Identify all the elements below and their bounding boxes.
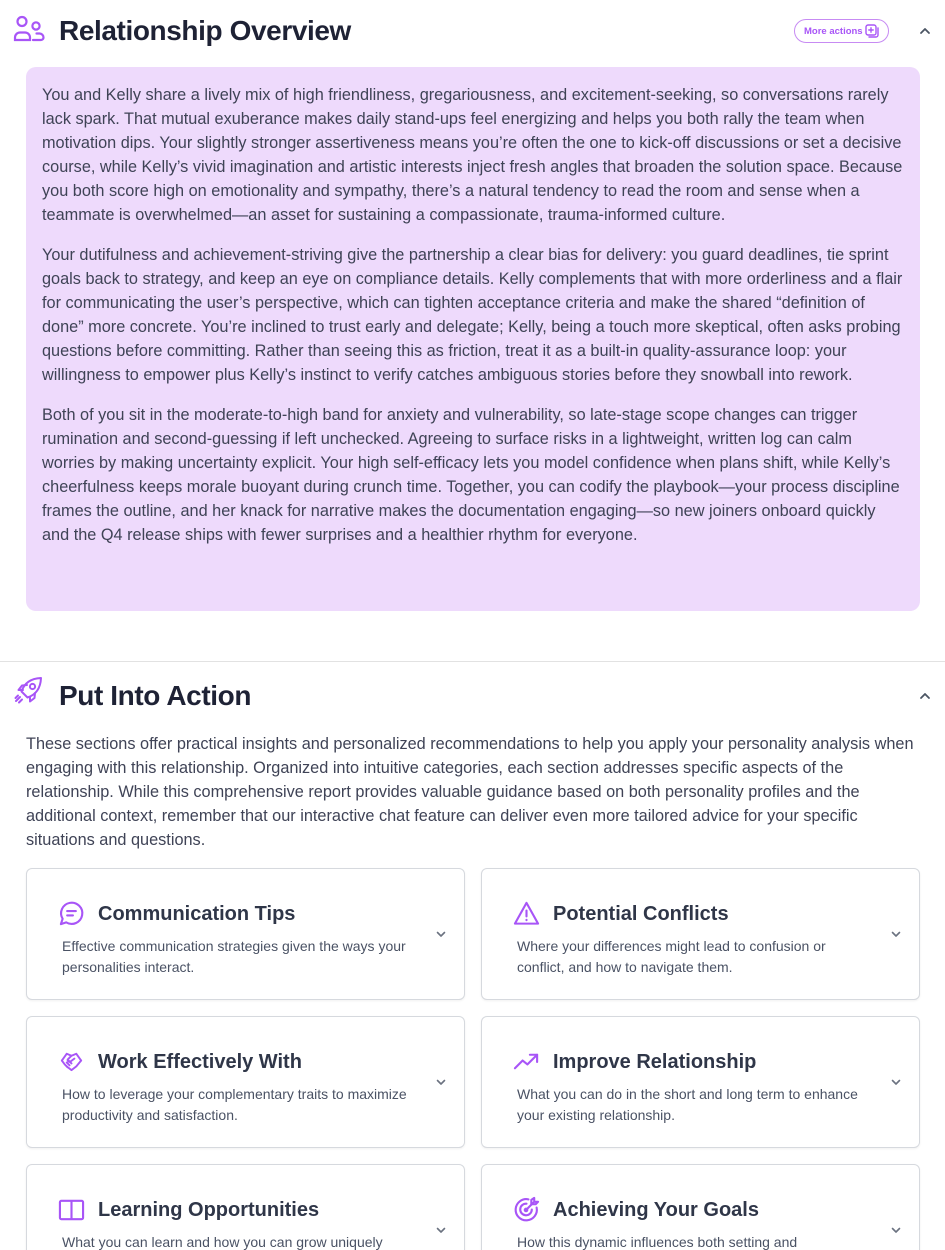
card-title: Communication Tips — [98, 903, 296, 925]
overview-collapse-icon[interactable] — [917, 23, 933, 39]
card-learning-opportunities[interactable] — [26, 1164, 465, 1250]
overview-paragraph: You and Kelly share a lively mix of high friendliness, gregariousness, and excitement-seeking, so conversations rarely lack spark. That mutual exuberance makes daily stand-ups feel energizing and helps you both rally the team when motivation dips. Your slightly stronger assertiveness means you’re often the one to kick-off discussions or set a decisive course, while Kelly’s vivid imagination and artistic interests inject fresh angles that broaden the solution space. Because you both score high on emotionality and sympathy, there’s a natural tendency to read the room and sense when a teammate is overwhelmed—an asset for sustaining a compassionate, trauma-informed culture. — [42, 86, 903, 224]
card-description: How this dynamic influences both setting and — [517, 1234, 798, 1250]
card-work-effectively[interactable] — [26, 1016, 465, 1148]
rocket-icon — [13, 675, 45, 707]
chevron-down-icon — [434, 1223, 448, 1237]
more-actions-label: More actions — [804, 25, 863, 37]
action-intro: These sections offer practical insights and personalized recommendations to help you apply your personality analysis when engaging with this relationship. Organized into intuitive categories, each section addresses specific aspects of the relationship. While this comprehensive report provides valuable guidance based on both personality profiles and the additional context, remember that our interactive chat feature can deliver even more tailored advice for your specific situations and questions. — [26, 735, 914, 849]
card-description: What you can learn and how you can grow uniquely — [62, 1234, 383, 1250]
users-icon — [13, 14, 45, 46]
trending-up-icon — [513, 1048, 540, 1075]
overview-paragraph: Your dutifulness and achievement-striving give the partnership a clear bias for delivery: you guard deadlines, tie sprint goals back to strategy, and keep an eye on compliance details. Kelly complements that with more orderliness and a flair for communicating the user’s perspective, which can tighten acceptance criteria and make the shared “definition of done” more concrete. You’re inclined to trust early and delegate; Kelly, being a touch more skeptical, often asks probing questions before committing. Rather than seeing this as friction, treat it as a built-in quality-assurance loop: your willingness to empower plus Kelly’s instinct to verify catches ambiguous stories before they snowball into rework. — [42, 246, 903, 384]
card-title: Potential Conflicts — [553, 903, 729, 925]
chevron-down-icon — [434, 927, 448, 941]
card-achieving-goals[interactable] — [481, 1164, 920, 1250]
card-potential-conflicts[interactable] — [481, 868, 920, 1000]
overview-header — [0, 0, 945, 60]
action-title: Put Into Action — [59, 680, 252, 711]
overview-summary-box — [26, 67, 920, 611]
handshake-icon — [58, 1048, 85, 1075]
chat-bubble-icon — [58, 900, 85, 927]
card-title: Learning Opportunities — [98, 1199, 320, 1221]
action-collapse-icon[interactable] — [917, 688, 933, 704]
action-header — [0, 662, 945, 722]
add-square-icon — [865, 24, 879, 38]
chevron-down-icon — [889, 1075, 903, 1089]
card-description: Where your differences might lead to confusion or conflict, and how to navigate them. — [517, 938, 826, 975]
card-description: How to leverage your complementary traits to maximize productivity and satisfaction. — [62, 1086, 407, 1123]
chevron-down-icon — [434, 1075, 448, 1089]
card-title: Work Effectively With — [98, 1051, 302, 1073]
card-communication-tips[interactable] — [26, 868, 465, 1000]
book-open-icon — [58, 1196, 85, 1223]
chevron-down-icon — [889, 927, 903, 941]
overview-paragraph: Both of you sit in the moderate-to-high band for anxiety and vulnerability, so late-stage scope changes can trigger rumination and second-guessing if left unchecked. Agreeing to surface risks in a lightweight, written log can calm worries by making uncertainty explicit. Your high self-efficacy lets you model confidence when plans shift, while Kelly’s cheerfulness keeps morale buoyant during crunch time. Together, you can codify the playbook—your process discipline frames the outline, and her knack for narrative makes the documentation engaging—so new joiners onboard quickly and the Q4 release ships with fewer surprises and a healthier rhythm for everyone. — [42, 406, 900, 544]
target-icon — [513, 1196, 540, 1223]
card-title: Improve Relationship — [553, 1051, 757, 1073]
card-title: Achieving Your Goals — [553, 1199, 759, 1221]
card-description: Effective communication strategies given the ways your personalities interact. — [62, 938, 406, 975]
card-description: What you can do in the short and long term to enhance your existing relationship. — [517, 1086, 858, 1123]
chevron-down-icon — [889, 1223, 903, 1237]
card-improve-relationship[interactable] — [481, 1016, 920, 1148]
overview-title: Relationship Overview — [59, 15, 351, 46]
warning-triangle-icon — [513, 900, 540, 927]
more-actions-button[interactable] — [794, 19, 889, 43]
